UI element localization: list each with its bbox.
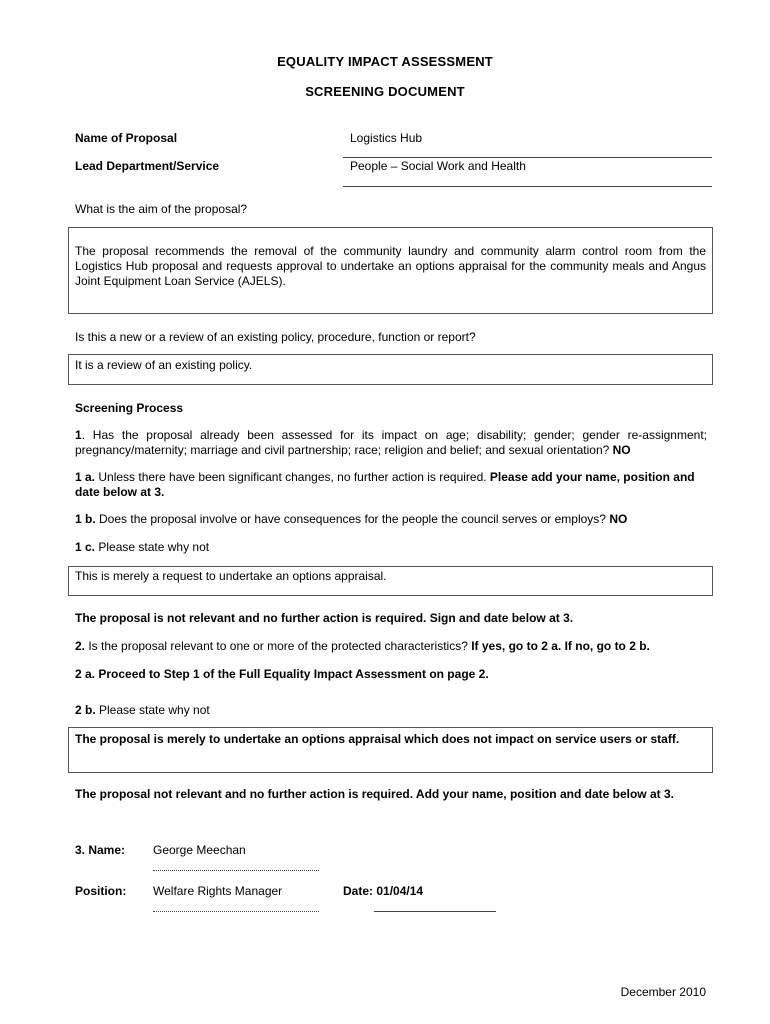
signoff-name-line bbox=[153, 870, 319, 871]
question-1c-answer-box bbox=[68, 566, 713, 596]
question-1c bbox=[75, 540, 209, 555]
lead-department-label: Lead Department/Service bbox=[75, 159, 220, 173]
question-1a bbox=[75, 470, 707, 500]
question-2b-answer: The proposal is merely to undertake an options appraisal which does not impact on service users or staff. bbox=[75, 732, 680, 746]
question-1b bbox=[75, 512, 715, 527]
question-2-number: 2. bbox=[75, 639, 86, 653]
proposal-name-value: Logistics Hub bbox=[350, 131, 423, 145]
question-2b bbox=[75, 703, 210, 718]
signoff-date-label: Date: 01/04/14 bbox=[343, 884, 424, 898]
question-2 bbox=[75, 639, 715, 654]
document-title: EQUALITY IMPACT ASSESSMENT bbox=[277, 54, 493, 69]
question-1-answer: NO bbox=[612, 443, 631, 457]
review-question: Is this a new or a review of an existing policy, procedure, function or report? bbox=[75, 330, 476, 344]
question-1 bbox=[75, 428, 707, 458]
signoff-name-value: George Meechan bbox=[153, 843, 246, 857]
question-1c-text: Please state why not bbox=[95, 540, 210, 554]
signoff-name-label: 3. Name: bbox=[75, 843, 126, 857]
signoff-position-line bbox=[153, 911, 319, 912]
question-1b-answer: NO bbox=[609, 512, 628, 526]
question-1c-number: 1 c. bbox=[75, 540, 96, 554]
question-2b-text: Please state why not bbox=[95, 703, 210, 717]
question-2-text: Is the proposal relevant to one or more of the protected characteristics? bbox=[85, 639, 472, 653]
document-subtitle: SCREENING DOCUMENT bbox=[305, 84, 465, 99]
question-1-number: 1 bbox=[75, 428, 82, 442]
question-1b-number: 1 b. bbox=[75, 512, 96, 526]
question-1a-number: 1 a. bbox=[75, 470, 96, 484]
lead-department-value: People – Social Work and Health bbox=[350, 159, 526, 173]
not-relevant-statement-1: The proposal is not relevant and no further action is required. Sign and date below at 3. bbox=[75, 611, 574, 625]
question-1b-text: Does the proposal involve or have consequences for the people the council serves or employs? bbox=[95, 512, 610, 526]
lead-department-underline bbox=[343, 186, 712, 187]
question-1-text: . Has the proposal already been assessed for its impact on age; disability; gender; gender re-assignment; pregnancy/maternity; marriage and civil partnership; race; religion and belief; and sexual orientation? bbox=[75, 428, 707, 457]
signoff-position-label: Position: bbox=[75, 884, 127, 898]
question-2b-answer-box bbox=[68, 727, 713, 773]
aim-question: What is the aim of the proposal? bbox=[75, 202, 248, 216]
signoff-position-value: Welfare Rights Manager bbox=[153, 884, 283, 898]
aim-answer-box bbox=[68, 227, 713, 314]
review-answer: It is a review of an existing policy. bbox=[75, 358, 253, 372]
not-relevant-statement-2: The proposal not relevant and no further action is required. Add your name, position and date below at 3. bbox=[75, 787, 674, 801]
question-2-instruction: If yes, go to 2 a. If no, go to 2 b. bbox=[471, 639, 650, 653]
question-1c-answer: This is merely a request to undertake an options appraisal. bbox=[75, 569, 387, 583]
question-1a-text: Unless there have been significant changes, no further action is required. bbox=[95, 470, 490, 484]
question-1a-instruction: Please add your name, position and date below at 3. bbox=[75, 470, 695, 499]
signoff-date-line bbox=[374, 911, 496, 912]
screening-heading: Screening Process bbox=[75, 401, 184, 415]
question-2a: 2 a. Proceed to Step 1 of the Full Equality Impact Assessment on page 2. bbox=[75, 667, 489, 681]
review-answer-box bbox=[68, 354, 713, 385]
proposal-name-label: Name of Proposal bbox=[75, 131, 178, 145]
aim-answer: The proposal recommends the removal of the community laundry and community alarm control room from the Logistics Hub proposal and requests approval to undertake an options appraisal for the community meals and Angus Joint Equipment Loan Service (AJELS). bbox=[75, 244, 706, 288]
question-2b-number: 2 b. bbox=[75, 703, 96, 717]
proposal-name-underline bbox=[343, 157, 712, 158]
footer-date: December 2010 bbox=[620, 985, 706, 999]
